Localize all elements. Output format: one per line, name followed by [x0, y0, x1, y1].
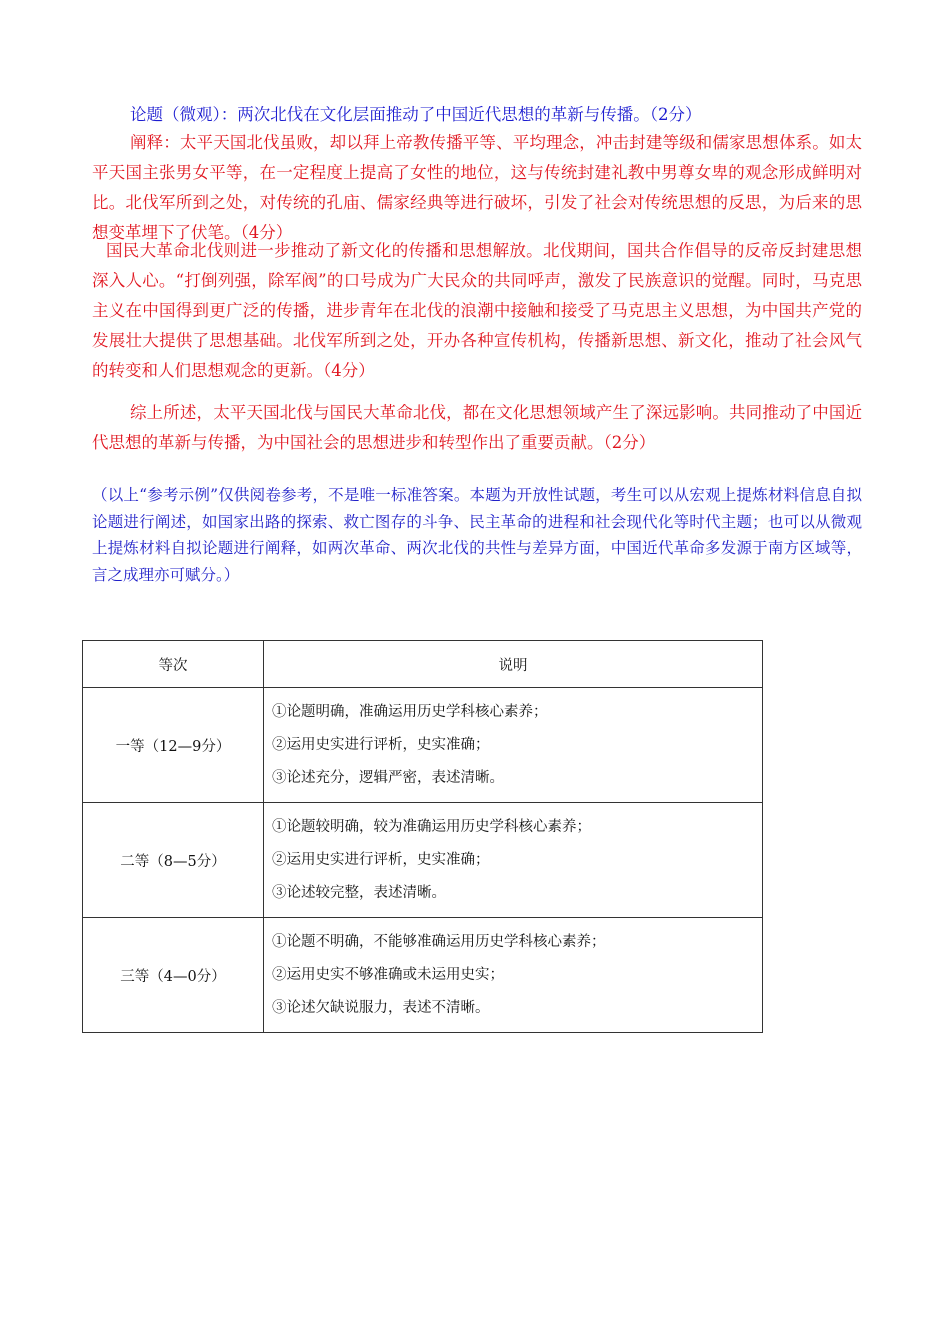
table-row — [83, 918, 763, 1033]
criterion: ②运用史实进行评析，史实准确； — [272, 851, 490, 868]
paragraph-explanation-taiping: 阐释：太平天国北伐虽败，却以拜上帝教传播平等、平均理念，冲击封建等级和儒家思想体系。如太平天国主张男女平等，在一定程度上提高了女性的地位，这与传统封建礼教中男尊女卑的观念形成鲜明对比。北伐军所到之处，对传统的孔庙、儒家经典等进行破坏，引发了社会对传统思想的反思，为后来的思想变革埋下了伏笔。（4分） — [92, 133, 862, 242]
table-row — [83, 803, 763, 918]
grading-table — [82, 640, 763, 1033]
criterion: ①论题较明确，较为准确运用历史学科核心素养； — [272, 818, 591, 835]
description-cell — [264, 918, 763, 1033]
table-row — [83, 688, 763, 803]
grade-cell: 三等（4—0分） — [83, 918, 264, 1033]
criterion: ②运用史实不够准确或未运用史实； — [272, 966, 504, 983]
description-cell — [264, 688, 763, 803]
grading-note: （以上“参考示例”仅供阅卷参考，不是唯一标准答案。本题为开放性试题，考生可以从宏观上提炼材料信息自拟论题进行阐述，如国家出路的探索、救亡图存的斗争、民主革命的进程和社会现代化等时代主题；也可以从微观上提炼材料自拟论题进行阐释，如两次革命、两次北伐的共性与差异方面，中国近代革命多发源于南方区域等，言之成理亦可赋分。） — [92, 486, 862, 584]
criterion: ①论题明确，准确运用历史学科核心素养； — [272, 703, 548, 720]
paragraph-conclusion: 综上所述，太平天国北伐与国民大革命北伐，都在文化思想领域产生了深远影响。共同推动了中国近代思想的革新与传播，为中国社会的思想进步和转型作出了重要贡献。（2分） — [92, 403, 862, 452]
criterion: ③论述充分，逻辑严密，表述清晰。 — [272, 769, 504, 786]
header-grade: 等次 — [83, 641, 264, 688]
criterion: ②运用史实进行评析，史实准确； — [272, 736, 490, 753]
paragraph-national-revolution: 国民大革命北伐则进一步推动了新文化的传播和思想解放。北伐期间，国共合作倡导的反帝反封建思想深入人心。“打倒列强，除军阀”的口号成为广大民众的共同呼声，激发了民族意识的觉醒。同时，马克思主义在中国得到更广泛的传播，进步青年在北伐的浪潮中接触和接受了马克思主义思想，为中国共产党的发展壮大提供了思想基础。北伐军所到之处，开办各种宣传机构，传播新思想、新文化，推动了社会风气的转变和人们思想观念的更新。（4分） — [92, 241, 862, 380]
header-description: 说明 — [264, 641, 763, 688]
criterion: ③论述较完整，表述清晰。 — [272, 884, 446, 901]
table-header-row — [83, 641, 763, 688]
criterion: ①论题不明确，不能够准确运用历史学科核心素养； — [272, 933, 606, 950]
grade-cell: 一等（12—9分） — [83, 688, 264, 803]
criterion: ③论述欠缺说服力，表述不清晰。 — [272, 999, 490, 1016]
grade-cell: 二等（8—5分） — [83, 803, 264, 918]
thesis: 论题（微观）：两次北伐在文化层面推动了中国近代思想的革新与传播。（2分） — [130, 105, 702, 124]
description-cell — [264, 803, 763, 918]
